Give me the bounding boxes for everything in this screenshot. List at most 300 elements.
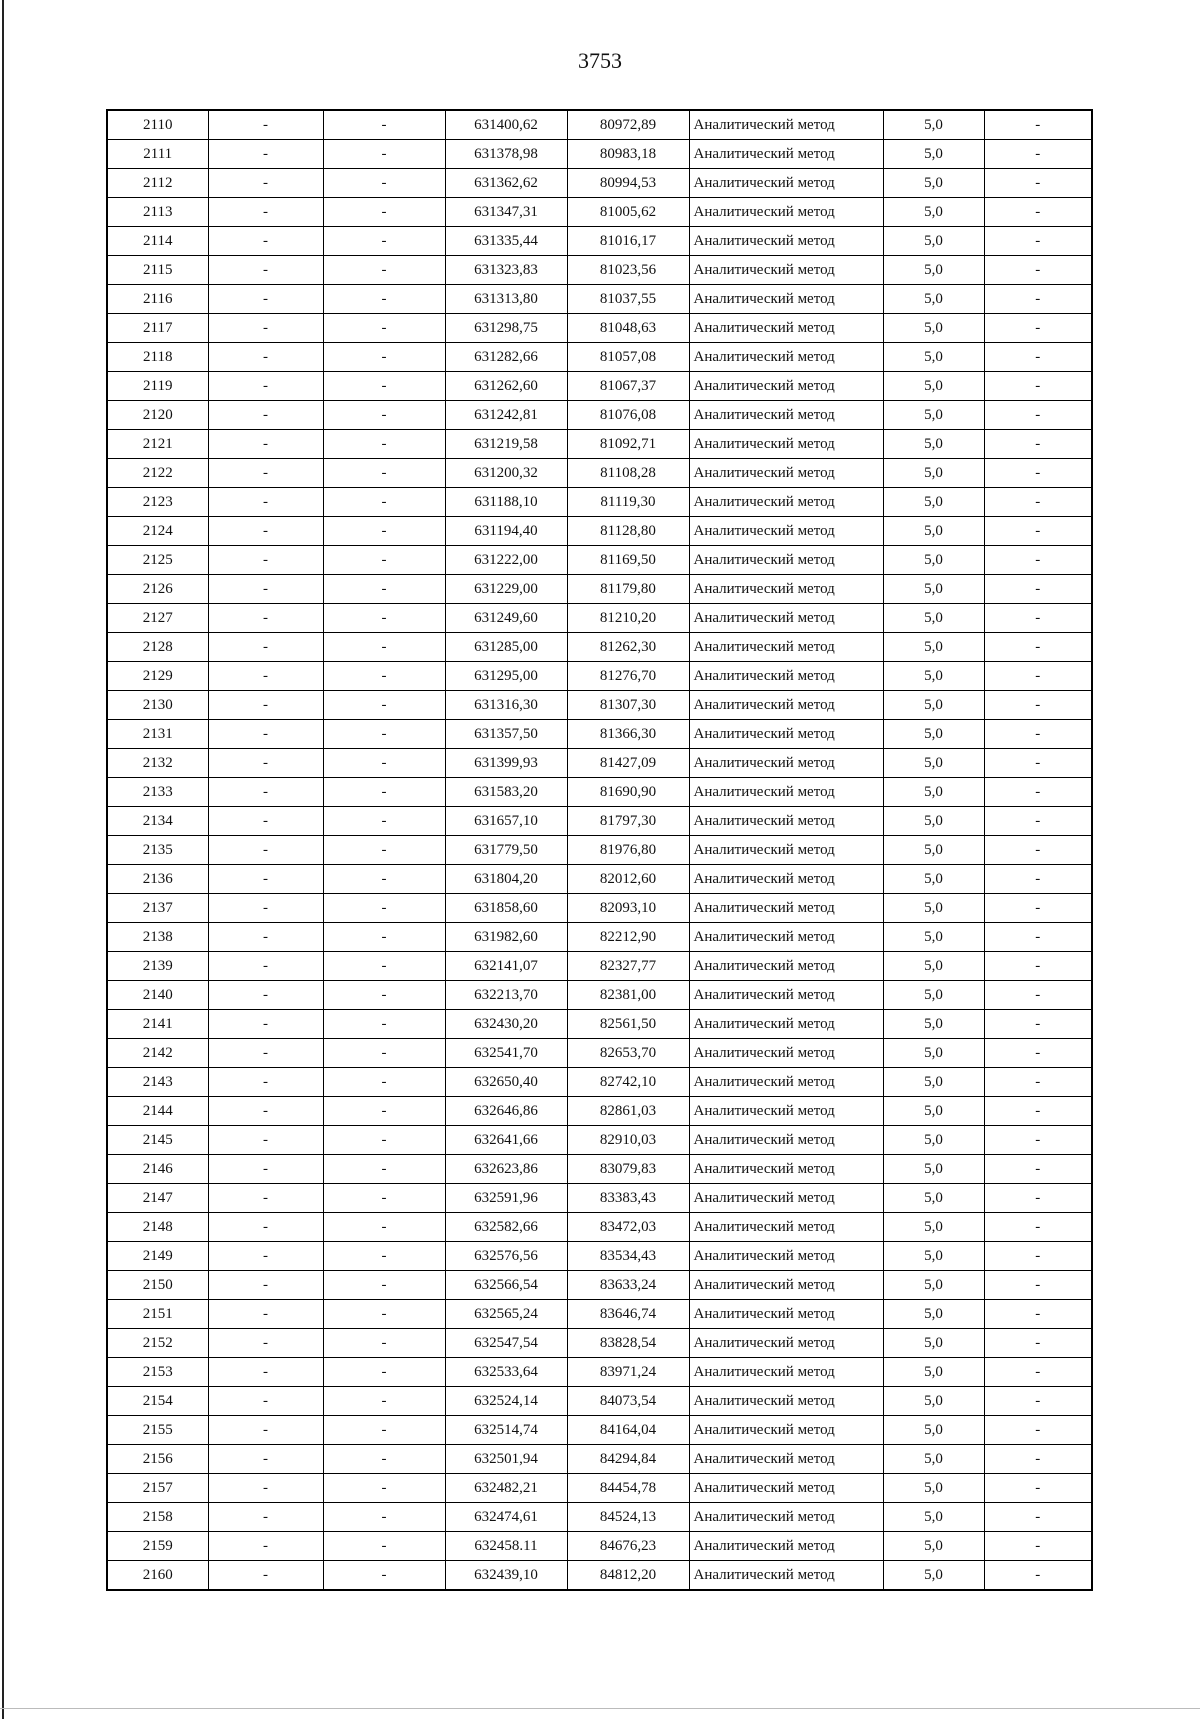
point-number-cell: 2144 xyxy=(107,1097,208,1126)
empty-value-cell: - xyxy=(208,720,323,749)
empty-value-cell: - xyxy=(208,778,323,807)
method-cell: Аналитический метод xyxy=(689,691,883,720)
y-coordinate-cell: 82861,03 xyxy=(567,1097,689,1126)
empty-value-cell: - xyxy=(984,401,1092,430)
method-cell: Аналитический метод xyxy=(689,1097,883,1126)
method-cell: Аналитический метод xyxy=(689,575,883,604)
table-body xyxy=(107,110,1092,1590)
x-coordinate-cell: 631219,58 xyxy=(445,430,567,459)
x-coordinate-cell: 631858,60 xyxy=(445,894,567,923)
page-number: 3753 xyxy=(578,48,622,73)
table-row xyxy=(107,401,1092,430)
accuracy-cell: 5,0 xyxy=(883,488,984,517)
point-number-cell: 2145 xyxy=(107,1126,208,1155)
y-coordinate-cell: 83971,24 xyxy=(567,1358,689,1387)
x-coordinate-cell: 631188,10 xyxy=(445,488,567,517)
accuracy-cell: 5,0 xyxy=(883,401,984,430)
point-number-cell: 2111 xyxy=(107,140,208,169)
empty-value-cell: - xyxy=(323,662,445,691)
x-coordinate-cell: 631249,60 xyxy=(445,604,567,633)
empty-value-cell: - xyxy=(323,836,445,865)
x-coordinate-cell: 632474,61 xyxy=(445,1503,567,1532)
empty-value-cell: - xyxy=(208,1010,323,1039)
empty-value-cell: - xyxy=(323,1474,445,1503)
y-coordinate-cell: 83383,43 xyxy=(567,1184,689,1213)
point-number-cell: 2133 xyxy=(107,778,208,807)
point-number-cell: 2156 xyxy=(107,1445,208,1474)
accuracy-cell: 5,0 xyxy=(883,430,984,459)
empty-value-cell: - xyxy=(984,1039,1092,1068)
point-number-cell: 2140 xyxy=(107,981,208,1010)
y-coordinate-cell: 82012,60 xyxy=(567,865,689,894)
empty-value-cell: - xyxy=(984,1329,1092,1358)
x-coordinate-cell: 631323,83 xyxy=(445,256,567,285)
table-row xyxy=(107,894,1092,923)
table-row xyxy=(107,1561,1092,1591)
accuracy-cell: 5,0 xyxy=(883,1561,984,1591)
accuracy-cell: 5,0 xyxy=(883,1416,984,1445)
y-coordinate-cell: 81262,30 xyxy=(567,633,689,662)
empty-value-cell: - xyxy=(208,401,323,430)
method-cell: Аналитический метод xyxy=(689,865,883,894)
empty-value-cell: - xyxy=(323,546,445,575)
x-coordinate-cell: 631779,50 xyxy=(445,836,567,865)
table-row xyxy=(107,981,1092,1010)
empty-value-cell: - xyxy=(984,1445,1092,1474)
accuracy-cell: 5,0 xyxy=(883,1242,984,1271)
empty-value-cell: - xyxy=(323,807,445,836)
empty-value-cell: - xyxy=(984,1474,1092,1503)
table-row xyxy=(107,1213,1092,1242)
empty-value-cell: - xyxy=(323,575,445,604)
empty-value-cell: - xyxy=(323,314,445,343)
empty-value-cell: - xyxy=(323,1213,445,1242)
accuracy-cell: 5,0 xyxy=(883,633,984,662)
y-coordinate-cell: 82561,50 xyxy=(567,1010,689,1039)
y-coordinate-cell: 81210,20 xyxy=(567,604,689,633)
method-cell: Аналитический метод xyxy=(689,198,883,227)
empty-value-cell: - xyxy=(984,1387,1092,1416)
y-coordinate-cell: 82910,03 xyxy=(567,1126,689,1155)
empty-value-cell: - xyxy=(323,430,445,459)
empty-value-cell: - xyxy=(984,140,1092,169)
empty-value-cell: - xyxy=(208,459,323,488)
empty-value-cell: - xyxy=(984,372,1092,401)
method-cell: Аналитический метод xyxy=(689,952,883,981)
empty-value-cell: - xyxy=(323,865,445,894)
empty-value-cell: - xyxy=(323,1242,445,1271)
point-number-cell: 2124 xyxy=(107,517,208,546)
method-cell: Аналитический метод xyxy=(689,720,883,749)
empty-value-cell: - xyxy=(984,981,1092,1010)
method-cell: Аналитический метод xyxy=(689,923,883,952)
accuracy-cell: 5,0 xyxy=(883,285,984,314)
empty-value-cell: - xyxy=(323,1503,445,1532)
empty-value-cell: - xyxy=(984,488,1092,517)
accuracy-cell: 5,0 xyxy=(883,343,984,372)
empty-value-cell: - xyxy=(323,1445,445,1474)
empty-value-cell: - xyxy=(984,720,1092,749)
y-coordinate-cell: 81169,50 xyxy=(567,546,689,575)
method-cell: Аналитический метод xyxy=(689,1416,883,1445)
empty-value-cell: - xyxy=(323,1184,445,1213)
y-coordinate-cell: 81092,71 xyxy=(567,430,689,459)
empty-value-cell: - xyxy=(208,604,323,633)
point-number-cell: 2158 xyxy=(107,1503,208,1532)
empty-value-cell: - xyxy=(984,1068,1092,1097)
method-cell: Аналитический метод xyxy=(689,807,883,836)
table-row xyxy=(107,1387,1092,1416)
table-row xyxy=(107,430,1092,459)
accuracy-cell: 5,0 xyxy=(883,1068,984,1097)
empty-value-cell: - xyxy=(323,1300,445,1329)
y-coordinate-cell: 81108,28 xyxy=(567,459,689,488)
method-cell: Аналитический метод xyxy=(689,1126,883,1155)
method-cell: Аналитический метод xyxy=(689,1561,883,1591)
table-row xyxy=(107,807,1092,836)
table-row xyxy=(107,604,1092,633)
y-coordinate-cell: 81048,63 xyxy=(567,314,689,343)
x-coordinate-cell: 631313,80 xyxy=(445,285,567,314)
point-number-cell: 2112 xyxy=(107,169,208,198)
empty-value-cell: - xyxy=(984,459,1092,488)
method-cell: Аналитический метод xyxy=(689,256,883,285)
method-cell: Аналитический метод xyxy=(689,749,883,778)
empty-value-cell: - xyxy=(984,575,1092,604)
point-number-cell: 2118 xyxy=(107,343,208,372)
empty-value-cell: - xyxy=(208,256,323,285)
empty-value-cell: - xyxy=(984,198,1092,227)
empty-value-cell: - xyxy=(208,198,323,227)
x-coordinate-cell: 632576,56 xyxy=(445,1242,567,1271)
x-coordinate-cell: 632582,66 xyxy=(445,1213,567,1242)
empty-value-cell: - xyxy=(208,1474,323,1503)
method-cell: Аналитический метод xyxy=(689,778,883,807)
accuracy-cell: 5,0 xyxy=(883,1039,984,1068)
method-cell: Аналитический метод xyxy=(689,1039,883,1068)
x-coordinate-cell: 632482,21 xyxy=(445,1474,567,1503)
point-number-cell: 2119 xyxy=(107,372,208,401)
empty-value-cell: - xyxy=(984,343,1092,372)
x-coordinate-cell: 631657,10 xyxy=(445,807,567,836)
point-number-cell: 2121 xyxy=(107,430,208,459)
x-coordinate-cell: 632566,54 xyxy=(445,1271,567,1300)
table-row xyxy=(107,575,1092,604)
point-number-cell: 2143 xyxy=(107,1068,208,1097)
accuracy-cell: 5,0 xyxy=(883,836,984,865)
accuracy-cell: 5,0 xyxy=(883,1387,984,1416)
point-number-cell: 2148 xyxy=(107,1213,208,1242)
point-number-cell: 2139 xyxy=(107,952,208,981)
empty-value-cell: - xyxy=(984,430,1092,459)
x-coordinate-cell: 631200,32 xyxy=(445,459,567,488)
x-coordinate-cell: 631583,20 xyxy=(445,778,567,807)
accuracy-cell: 5,0 xyxy=(883,778,984,807)
empty-value-cell: - xyxy=(984,894,1092,923)
accuracy-cell: 5,0 xyxy=(883,1097,984,1126)
accuracy-cell: 5,0 xyxy=(883,140,984,169)
empty-value-cell: - xyxy=(208,343,323,372)
empty-value-cell: - xyxy=(323,1155,445,1184)
point-number-cell: 2137 xyxy=(107,894,208,923)
empty-value-cell: - xyxy=(323,981,445,1010)
empty-value-cell: - xyxy=(984,604,1092,633)
empty-value-cell: - xyxy=(323,923,445,952)
empty-value-cell: - xyxy=(208,1242,323,1271)
method-cell: Аналитический метод xyxy=(689,1068,883,1097)
method-cell: Аналитический метод xyxy=(689,1184,883,1213)
method-cell: Аналитический метод xyxy=(689,836,883,865)
x-coordinate-cell: 631335,44 xyxy=(445,227,567,256)
empty-value-cell: - xyxy=(208,952,323,981)
method-cell: Аналитический метод xyxy=(689,662,883,691)
empty-value-cell: - xyxy=(323,401,445,430)
empty-value-cell: - xyxy=(323,952,445,981)
y-coordinate-cell: 83534,43 xyxy=(567,1242,689,1271)
empty-value-cell: - xyxy=(208,1300,323,1329)
table-row xyxy=(107,488,1092,517)
x-coordinate-cell: 632213,70 xyxy=(445,981,567,1010)
empty-value-cell: - xyxy=(323,169,445,198)
y-coordinate-cell: 81797,30 xyxy=(567,807,689,836)
x-coordinate-cell: 631262,60 xyxy=(445,372,567,401)
point-number-cell: 2142 xyxy=(107,1039,208,1068)
y-coordinate-cell: 81076,08 xyxy=(567,401,689,430)
empty-value-cell: - xyxy=(208,517,323,546)
empty-value-cell: - xyxy=(208,1155,323,1184)
point-number-cell: 2141 xyxy=(107,1010,208,1039)
accuracy-cell: 5,0 xyxy=(883,1184,984,1213)
point-number-cell: 2129 xyxy=(107,662,208,691)
y-coordinate-cell: 81307,30 xyxy=(567,691,689,720)
x-coordinate-cell: 631400,62 xyxy=(445,110,567,140)
point-number-cell: 2150 xyxy=(107,1271,208,1300)
table-row xyxy=(107,1445,1092,1474)
table-row xyxy=(107,1126,1092,1155)
y-coordinate-cell: 84294,84 xyxy=(567,1445,689,1474)
table-row xyxy=(107,952,1092,981)
accuracy-cell: 5,0 xyxy=(883,691,984,720)
empty-value-cell: - xyxy=(208,575,323,604)
table-row xyxy=(107,1184,1092,1213)
x-coordinate-cell: 631362,62 xyxy=(445,169,567,198)
empty-value-cell: - xyxy=(984,1097,1092,1126)
empty-value-cell: - xyxy=(323,894,445,923)
empty-value-cell: - xyxy=(208,1561,323,1591)
accuracy-cell: 5,0 xyxy=(883,1155,984,1184)
empty-value-cell: - xyxy=(208,1503,323,1532)
y-coordinate-cell: 82742,10 xyxy=(567,1068,689,1097)
method-cell: Аналитический метод xyxy=(689,1329,883,1358)
point-number-cell: 2160 xyxy=(107,1561,208,1591)
table-row xyxy=(107,1155,1092,1184)
empty-value-cell: - xyxy=(984,778,1092,807)
x-coordinate-cell: 632650,40 xyxy=(445,1068,567,1097)
table-row xyxy=(107,372,1092,401)
point-number-cell: 2151 xyxy=(107,1300,208,1329)
empty-value-cell: - xyxy=(208,314,323,343)
y-coordinate-cell: 81690,90 xyxy=(567,778,689,807)
empty-value-cell: - xyxy=(984,256,1092,285)
x-coordinate-cell: 632547,54 xyxy=(445,1329,567,1358)
point-number-cell: 2117 xyxy=(107,314,208,343)
method-cell: Аналитический метод xyxy=(689,1155,883,1184)
table-row xyxy=(107,1039,1092,1068)
point-number-cell: 2127 xyxy=(107,604,208,633)
empty-value-cell: - xyxy=(323,1561,445,1591)
x-coordinate-cell: 632591,96 xyxy=(445,1184,567,1213)
table-row xyxy=(107,923,1092,952)
y-coordinate-cell: 82381,00 xyxy=(567,981,689,1010)
scan-left-border xyxy=(2,0,4,1719)
empty-value-cell: - xyxy=(208,1184,323,1213)
empty-value-cell: - xyxy=(984,662,1092,691)
empty-value-cell: - xyxy=(984,285,1092,314)
method-cell: Аналитический метод xyxy=(689,1358,883,1387)
empty-value-cell: - xyxy=(984,227,1092,256)
table-row xyxy=(107,517,1092,546)
empty-value-cell: - xyxy=(323,459,445,488)
x-coordinate-cell: 631804,20 xyxy=(445,865,567,894)
accuracy-cell: 5,0 xyxy=(883,749,984,778)
empty-value-cell: - xyxy=(984,952,1092,981)
y-coordinate-cell: 82653,70 xyxy=(567,1039,689,1068)
empty-value-cell: - xyxy=(323,372,445,401)
empty-value-cell: - xyxy=(323,1126,445,1155)
scan-bottom-border xyxy=(0,1708,1200,1709)
accuracy-cell: 5,0 xyxy=(883,981,984,1010)
table-row xyxy=(107,1010,1092,1039)
empty-value-cell: - xyxy=(208,1387,323,1416)
table-row xyxy=(107,227,1092,256)
accuracy-cell: 5,0 xyxy=(883,1503,984,1532)
table-row xyxy=(107,343,1092,372)
y-coordinate-cell: 82093,10 xyxy=(567,894,689,923)
method-cell: Аналитический метод xyxy=(689,227,883,256)
point-number-cell: 2159 xyxy=(107,1532,208,1561)
empty-value-cell: - xyxy=(208,633,323,662)
y-coordinate-cell: 81057,08 xyxy=(567,343,689,372)
empty-value-cell: - xyxy=(984,1184,1092,1213)
table-row xyxy=(107,720,1092,749)
y-coordinate-cell: 82327,77 xyxy=(567,952,689,981)
coordinates-table xyxy=(106,109,1093,1591)
point-number-cell: 2126 xyxy=(107,575,208,604)
empty-value-cell: - xyxy=(208,1126,323,1155)
accuracy-cell: 5,0 xyxy=(883,1474,984,1503)
empty-value-cell: - xyxy=(984,517,1092,546)
y-coordinate-cell: 84073,54 xyxy=(567,1387,689,1416)
empty-value-cell: - xyxy=(984,1271,1092,1300)
empty-value-cell: - xyxy=(323,1271,445,1300)
empty-value-cell: - xyxy=(323,1068,445,1097)
empty-value-cell: - xyxy=(208,546,323,575)
x-coordinate-cell: 631229,00 xyxy=(445,575,567,604)
table-row xyxy=(107,836,1092,865)
empty-value-cell: - xyxy=(208,1068,323,1097)
empty-value-cell: - xyxy=(984,633,1092,662)
x-coordinate-cell: 631222,00 xyxy=(445,546,567,575)
empty-value-cell: - xyxy=(323,1358,445,1387)
table-row xyxy=(107,865,1092,894)
table-row xyxy=(107,169,1092,198)
y-coordinate-cell: 81179,80 xyxy=(567,575,689,604)
empty-value-cell: - xyxy=(323,604,445,633)
accuracy-cell: 5,0 xyxy=(883,517,984,546)
empty-value-cell: - xyxy=(323,1010,445,1039)
accuracy-cell: 5,0 xyxy=(883,256,984,285)
accuracy-cell: 5,0 xyxy=(883,1010,984,1039)
table-row xyxy=(107,778,1092,807)
point-number-cell: 2155 xyxy=(107,1416,208,1445)
accuracy-cell: 5,0 xyxy=(883,807,984,836)
table-row xyxy=(107,749,1092,778)
x-coordinate-cell: 632141,07 xyxy=(445,952,567,981)
y-coordinate-cell: 84524,13 xyxy=(567,1503,689,1532)
y-coordinate-cell: 80994,53 xyxy=(567,169,689,198)
table-row xyxy=(107,140,1092,169)
empty-value-cell: - xyxy=(323,110,445,140)
point-number-cell: 2123 xyxy=(107,488,208,517)
table-row xyxy=(107,459,1092,488)
accuracy-cell: 5,0 xyxy=(883,372,984,401)
method-cell: Аналитический метод xyxy=(689,459,883,488)
x-coordinate-cell: 632524,14 xyxy=(445,1387,567,1416)
empty-value-cell: - xyxy=(984,1300,1092,1329)
method-cell: Аналитический метод xyxy=(689,430,883,459)
method-cell: Аналитический метод xyxy=(689,285,883,314)
y-coordinate-cell: 81128,80 xyxy=(567,517,689,546)
accuracy-cell: 5,0 xyxy=(883,1271,984,1300)
accuracy-cell: 5,0 xyxy=(883,110,984,140)
y-coordinate-cell: 84812,20 xyxy=(567,1561,689,1591)
y-coordinate-cell: 81023,56 xyxy=(567,256,689,285)
empty-value-cell: - xyxy=(984,865,1092,894)
accuracy-cell: 5,0 xyxy=(883,865,984,894)
empty-value-cell: - xyxy=(208,110,323,140)
empty-value-cell: - xyxy=(208,865,323,894)
accuracy-cell: 5,0 xyxy=(883,1329,984,1358)
accuracy-cell: 5,0 xyxy=(883,1532,984,1561)
point-number-cell: 2113 xyxy=(107,198,208,227)
x-coordinate-cell: 631378,98 xyxy=(445,140,567,169)
empty-value-cell: - xyxy=(323,720,445,749)
accuracy-cell: 5,0 xyxy=(883,720,984,749)
point-number-cell: 2154 xyxy=(107,1387,208,1416)
method-cell: Аналитический метод xyxy=(689,1503,883,1532)
y-coordinate-cell: 83472,03 xyxy=(567,1213,689,1242)
accuracy-cell: 5,0 xyxy=(883,169,984,198)
accuracy-cell: 5,0 xyxy=(883,546,984,575)
x-coordinate-cell: 632565,24 xyxy=(445,1300,567,1329)
empty-value-cell: - xyxy=(984,1126,1092,1155)
empty-value-cell: - xyxy=(208,923,323,952)
y-coordinate-cell: 83633,24 xyxy=(567,1271,689,1300)
point-number-cell: 2134 xyxy=(107,807,208,836)
table-row xyxy=(107,1068,1092,1097)
empty-value-cell: - xyxy=(208,1271,323,1300)
empty-value-cell: - xyxy=(208,169,323,198)
accuracy-cell: 5,0 xyxy=(883,1358,984,1387)
method-cell: Аналитический метод xyxy=(689,517,883,546)
empty-value-cell: - xyxy=(984,169,1092,198)
y-coordinate-cell: 84454,78 xyxy=(567,1474,689,1503)
table-row xyxy=(107,691,1092,720)
empty-value-cell: - xyxy=(323,517,445,546)
x-coordinate-cell: 631316,30 xyxy=(445,691,567,720)
x-coordinate-cell: 631282,66 xyxy=(445,343,567,372)
accuracy-cell: 5,0 xyxy=(883,1445,984,1474)
